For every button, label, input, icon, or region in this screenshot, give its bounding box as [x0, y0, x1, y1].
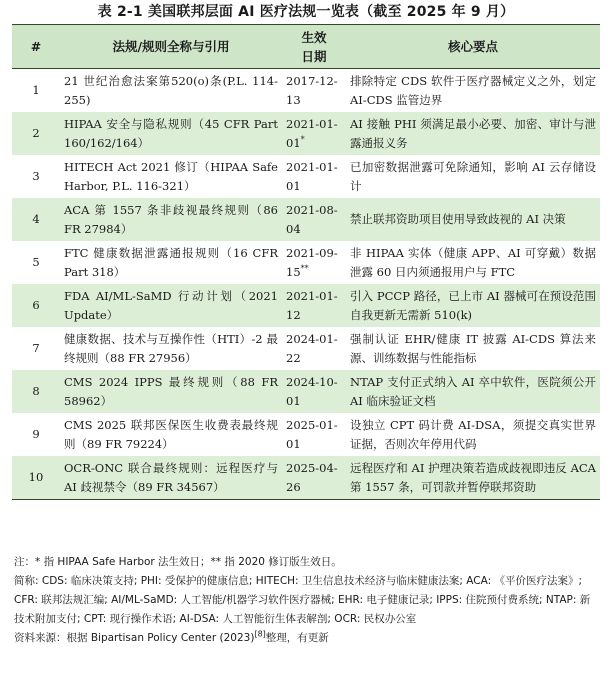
key-point: 已加密数据泄露可免除通知，影响 AI 云存储设计: [350, 160, 596, 193]
regulation-name: FDA AI/ML-SaMD 行动计划（2021 Update）: [64, 289, 278, 322]
regulation-name: CMS 2024 IPPS 最终规则（88 FR 58962）: [64, 375, 278, 408]
table-row: [12, 456, 600, 500]
table-row: [12, 370, 600, 413]
regulation-name: 健康数据、技术与互操作性（HTI）-2 最终规则（88 FR 27956）: [64, 332, 278, 365]
effective-date: [282, 327, 346, 370]
effective-date: [282, 198, 346, 241]
row-number: 4: [32, 212, 40, 227]
source-prefix: 资料来源：根据 Bipartisan Policy Center (2023): [14, 632, 255, 644]
footnote: 注：* 指 HIPAA Safe Harbor 法生效日；** 指 2020 修订版生效日。: [14, 556, 342, 568]
row-number: 3: [32, 169, 40, 184]
key-point: NTAP 支付正式纳入 AI 卒中软件，医院须公开 AI 临床验证文档: [350, 375, 596, 408]
row-number: 9: [32, 427, 40, 442]
key-point: 远程医疗和 AI 护理决策若造成歧视即违反 ACA 第 1557 条，可罚款并暂停联邦资助: [350, 461, 596, 494]
key-point: 非 HIPAA 实体（健康 APP、AI 可穿戴）数据泄露 60 日内须通报用户与 FTC: [350, 246, 596, 279]
source-suffix: 整理，有更新: [265, 632, 329, 644]
table-body: [12, 69, 600, 500]
effective-date: [282, 456, 346, 500]
header-name: 法规/规则全称与引用: [112, 39, 230, 54]
regulation-name: 21 世纪治愈法案第520(o)条(P.L. 114-255): [64, 74, 278, 107]
abbreviations: 简称: CDS: 临床决策支持; PHI: 受保护的健康信息; HITECH: 卫生信息技术经济与临床健康法案; ACA: 《平价医疗法案》; CFR: 联邦法规汇编; AI/ML-SaMD: 人工智能/机器学习软件医疗器械; EHR: 电子健康记录; IPPS: 住院预付费系统; NTAP: 新技术附加支付; CPT: 现行操作术语; AI-DSA: 人工智能衍生体表解剖; OCR: 民权办公室: [14, 575, 591, 625]
regulation-name: HITECH Act 2021 修订（HIPAA Safe Harbor, P.L. 116-321）: [64, 160, 278, 193]
table-row: [12, 198, 600, 241]
source-line: [14, 629, 600, 648]
effective-date-value: 2021-01-12: [286, 289, 338, 322]
effective-date: [282, 413, 346, 456]
effective-date-mark: **: [300, 263, 309, 273]
key-point: 强制认证 EHR/健康 IT 披露 AI-CDS 算法来源、训练数据与性能指标: [350, 332, 596, 365]
table-row: [12, 155, 600, 198]
row-number: 5: [32, 255, 40, 270]
header-point: 核心要点: [447, 39, 498, 54]
table-row: [12, 284, 600, 327]
key-point: 引入 PCCP 路径，已上市 AI 器械可在预设范围自我更新无需新 510(k): [350, 289, 596, 322]
effective-date-value: 2021-08-04: [286, 203, 338, 236]
effective-date-value: 2025-04-26: [286, 461, 338, 494]
key-point: 排除特定 CDS 软件于医疗器械定义之外，划定 AI-CDS 监管边界: [350, 74, 596, 107]
row-number: 6: [32, 298, 40, 313]
row-number: 8: [32, 384, 40, 399]
regulation-name: CMS 2025 联邦医保医生收费表最终规则（89 FR 79224）: [64, 418, 278, 451]
effective-date: [282, 241, 346, 284]
effective-date-value: 2021-09-15: [286, 246, 338, 279]
header-date: 生效日期: [301, 29, 327, 64]
row-number: 10: [28, 470, 44, 485]
regulation-name: FTC 健康数据泄露通报规则（16 CFR Part 318）: [64, 246, 278, 279]
table-row: [12, 327, 600, 370]
key-point: 设独立 CPT 码计费 AI-DSA，须提交真实世界证据，否则次年停用代码: [350, 418, 596, 451]
table-row: [12, 69, 600, 113]
effective-date: [282, 69, 346, 113]
table-header-row: [12, 25, 600, 69]
effective-date-value: 2025-01-01: [286, 418, 338, 451]
effective-date-value: 2024-01-22: [286, 332, 338, 365]
effective-date-value: 2021-01-01: [286, 160, 338, 193]
table-row: [12, 413, 600, 456]
effective-date: [282, 370, 346, 413]
header-num: #: [30, 39, 42, 54]
key-point: AI 接触 PHI 须满足最小必要、加密、审计与泄露通报义务: [350, 117, 596, 150]
regulation-name: ACA 第 1557 条非歧视最终规则（86 FR 27984）: [64, 203, 278, 236]
key-point: 禁止联邦资助项目使用导致歧视的 AI 决策: [350, 212, 566, 227]
table-row: [12, 112, 600, 155]
table-row: [12, 241, 600, 284]
effective-date-value: 2024-10-01: [286, 375, 338, 408]
effective-date-value: 2017-12-13: [286, 74, 338, 107]
table-title: 表 2-1 美国联邦层面 AI 医疗法规一览表（截至 2025 年 9 月）: [97, 4, 515, 20]
row-number: 2: [32, 126, 40, 141]
source-ref: [8]: [254, 629, 266, 639]
regulation-table: [12, 24, 600, 500]
effective-date: [282, 284, 346, 327]
effective-date-value: 2021-01-01: [286, 117, 338, 150]
effective-date: [282, 112, 346, 155]
regulation-name: OCR-ONC 联合最终规则：远程医疗与 AI 歧视禁令（89 FR 34567）: [64, 461, 278, 494]
row-number: 1: [32, 83, 40, 98]
regulation-name: HIPAA 安全与隐私规则（45 CFR Part 160/162/164）: [64, 117, 278, 150]
table-notes: [14, 553, 600, 648]
effective-date: [282, 155, 346, 198]
row-number: 7: [32, 341, 40, 356]
effective-date-mark: *: [300, 134, 305, 144]
